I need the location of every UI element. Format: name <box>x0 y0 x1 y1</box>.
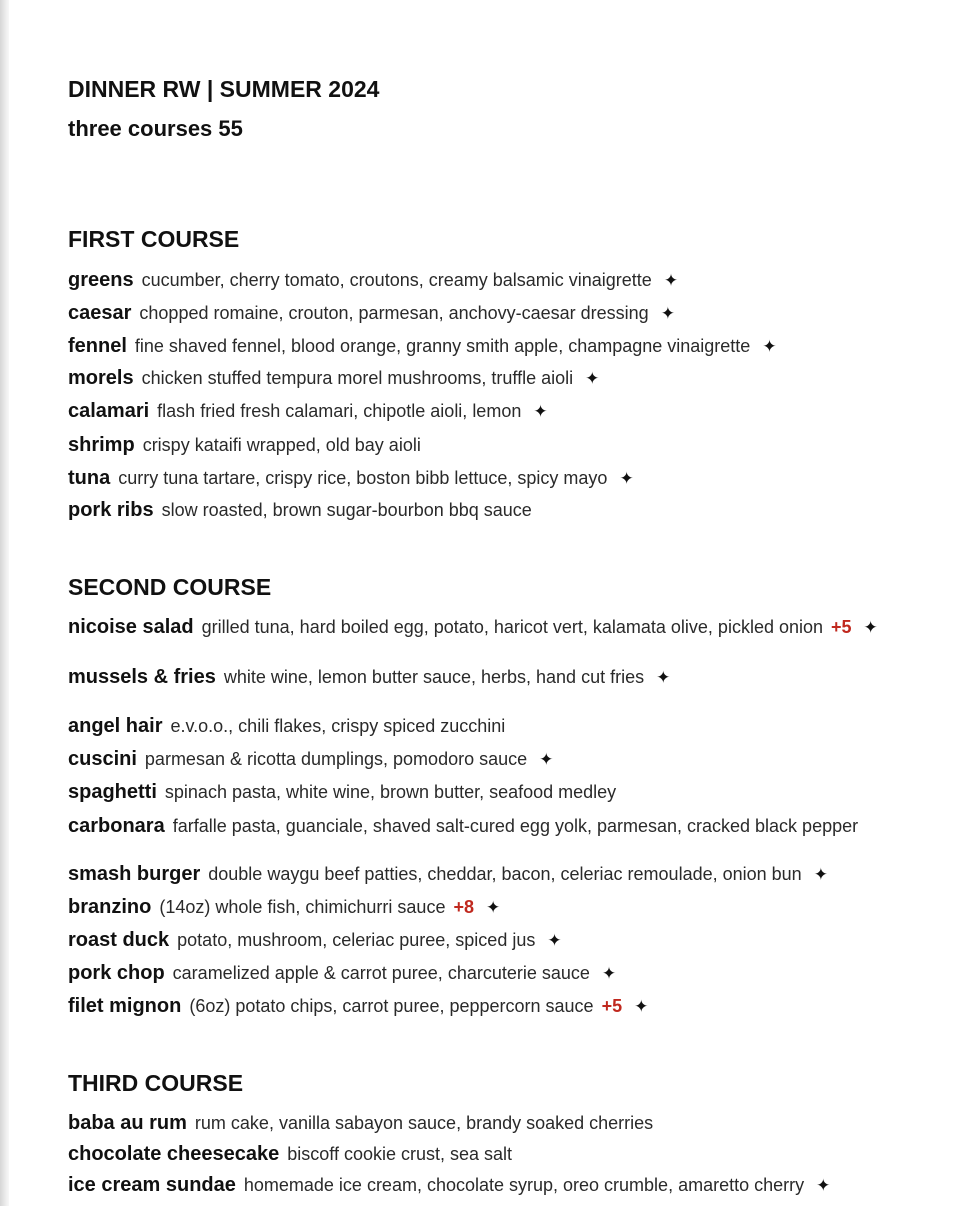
item-description: potato, mushroom, celeriac puree, spiced jus <box>177 930 536 950</box>
menu-item-spaghetti <box>68 780 616 805</box>
diamond-mark-icon: ✦ <box>486 898 501 917</box>
menu-item-shrimp <box>68 433 421 458</box>
item-name: chocolate cheesecake <box>68 1143 280 1165</box>
menu-item-carbonara <box>68 814 858 839</box>
item-name: mussels & fries <box>68 666 216 688</box>
menu-item-caesar <box>68 301 675 326</box>
menu-item-smash-burger <box>68 862 828 887</box>
item-name: nicoise salad <box>68 616 194 638</box>
item-surcharge: +5 <box>831 617 852 637</box>
item-description: parmesan & ricotta dumplings, pomodoro sauce <box>144 749 528 769</box>
item-description: flash fried fresh calamari, chipotle aioli, lemon <box>157 401 522 421</box>
menu-item-filet-mignon <box>68 994 648 1019</box>
item-name: smash burger <box>68 863 201 885</box>
item-description: fine shaved fennel, blood orange, granny smith apple, champagne vinaigrette <box>134 336 751 356</box>
item-name: pork ribs <box>68 499 154 521</box>
menu-item-chocolate-cheesecake <box>68 1142 512 1167</box>
item-name: calamari <box>68 400 150 422</box>
item-name: ice cream sundae <box>68 1174 236 1196</box>
menu-item-mussels-fries <box>68 665 670 690</box>
item-name: filet mignon <box>68 995 182 1017</box>
menu-title: DINNER RW | SUMMER 2024 <box>68 76 380 102</box>
menu-item-cuscini <box>68 747 553 772</box>
third-course-heading: THIRD COURSE <box>68 1070 244 1096</box>
item-description: chopped romaine, crouton, parmesan, anchovy-caesar dressing <box>139 303 649 323</box>
first-course-heading: FIRST COURSE <box>68 226 240 252</box>
menu-price-subtitle: three courses 55 <box>68 116 243 141</box>
item-description: white wine, lemon butter sauce, herbs, hand cut fries <box>223 667 645 687</box>
diamond-mark-icon: ✦ <box>539 750 554 769</box>
menu-item-nicoise-salad <box>68 615 878 640</box>
diamond-mark-icon: ✦ <box>660 304 675 323</box>
item-description: (14oz) whole fish, chimichurri sauce <box>159 897 446 917</box>
item-name: spaghetti <box>68 781 157 803</box>
item-name: tuna <box>68 467 111 489</box>
menu-item-pork-chop <box>68 961 616 986</box>
item-description: grilled tuna, hard boiled egg, potato, haricot vert, kalamata olive, pickled onion <box>201 617 824 637</box>
diamond-mark-icon: ✦ <box>547 931 562 950</box>
menu-item-branzino <box>68 895 500 920</box>
diamond-mark-icon: ✦ <box>656 668 671 687</box>
menu-item-greens <box>68 268 678 293</box>
diamond-mark-icon: ✦ <box>634 997 649 1016</box>
item-name: shrimp <box>68 434 135 456</box>
item-description: cucumber, cherry tomato, croutons, creamy balsamic vinaigrette <box>141 270 652 290</box>
item-name: angel hair <box>68 715 163 737</box>
item-description: curry tuna tartare, crispy rice, boston bibb lettuce, spicy mayo <box>118 468 608 488</box>
item-description: slow roasted, brown sugar-bourbon bbq sauce <box>161 500 532 520</box>
item-name: carbonara <box>68 815 165 837</box>
item-name: roast duck <box>68 929 170 951</box>
diamond-mark-icon: ✦ <box>762 337 777 356</box>
item-name: fennel <box>68 335 127 357</box>
diamond-mark-icon: ✦ <box>601 964 617 983</box>
item-name: morels <box>68 367 134 389</box>
item-surcharge: +8 <box>453 897 474 917</box>
menu-item-calamari <box>68 399 548 424</box>
diamond-mark-icon: ✦ <box>813 865 828 884</box>
item-description: e.v.o.o., chili flakes, crispy spiced zucchini <box>170 716 506 736</box>
item-description: biscoff cookie crust, sea salt <box>287 1144 513 1164</box>
item-name: branzino <box>68 896 152 918</box>
menu-item-morels <box>68 366 599 391</box>
item-description: rum cake, vanilla sabayon sauce, brandy soaked cherries <box>194 1113 654 1133</box>
menu-item-roast-duck <box>68 928 562 953</box>
second-course-heading: SECOND COURSE <box>68 574 272 600</box>
menu-item-tuna <box>68 466 634 491</box>
diamond-mark-icon: ✦ <box>863 618 878 637</box>
item-name: caesar <box>68 302 132 324</box>
diamond-mark-icon: ✦ <box>663 271 679 290</box>
menu-item-pork-ribs <box>68 498 532 523</box>
diamond-mark-icon: ✦ <box>585 369 600 388</box>
menu-item-fennel <box>68 334 777 359</box>
item-description: homemade ice cream, chocolate syrup, oreo crumble, amaretto cherry <box>243 1175 805 1195</box>
menu-item-baba-au-rum <box>68 1111 653 1136</box>
item-description: double waygu beef patties, cheddar, bacon, celeriac remoulade, onion bun <box>208 864 802 884</box>
item-description: spinach pasta, white wine, brown butter, seafood medley <box>164 782 617 802</box>
item-description: chicken stuffed tempura morel mushrooms, truffle aioli <box>141 368 574 388</box>
item-name: cuscini <box>68 748 137 770</box>
item-surcharge: +5 <box>601 996 623 1016</box>
item-name: baba au rum <box>68 1112 187 1134</box>
item-description: farfalle pasta, guanciale, shaved salt-cured egg yolk, parmesan, cracked black pepper <box>172 816 859 836</box>
item-description: caramelized apple & carrot puree, charcuterie sauce <box>172 963 590 983</box>
item-name: pork chop <box>68 962 165 984</box>
diamond-mark-icon: ✦ <box>619 469 634 488</box>
diamond-mark-icon: ✦ <box>816 1176 831 1195</box>
menu-item-ice-cream-sundae <box>68 1173 830 1198</box>
menu-item-angel-hair <box>68 714 505 739</box>
item-name: greens <box>68 269 134 291</box>
item-description: crispy kataifi wrapped, old bay aioli <box>142 435 421 455</box>
diamond-mark-icon: ✦ <box>533 402 548 421</box>
item-description: (6oz) potato chips, carrot puree, peppercorn sauce <box>189 996 594 1016</box>
